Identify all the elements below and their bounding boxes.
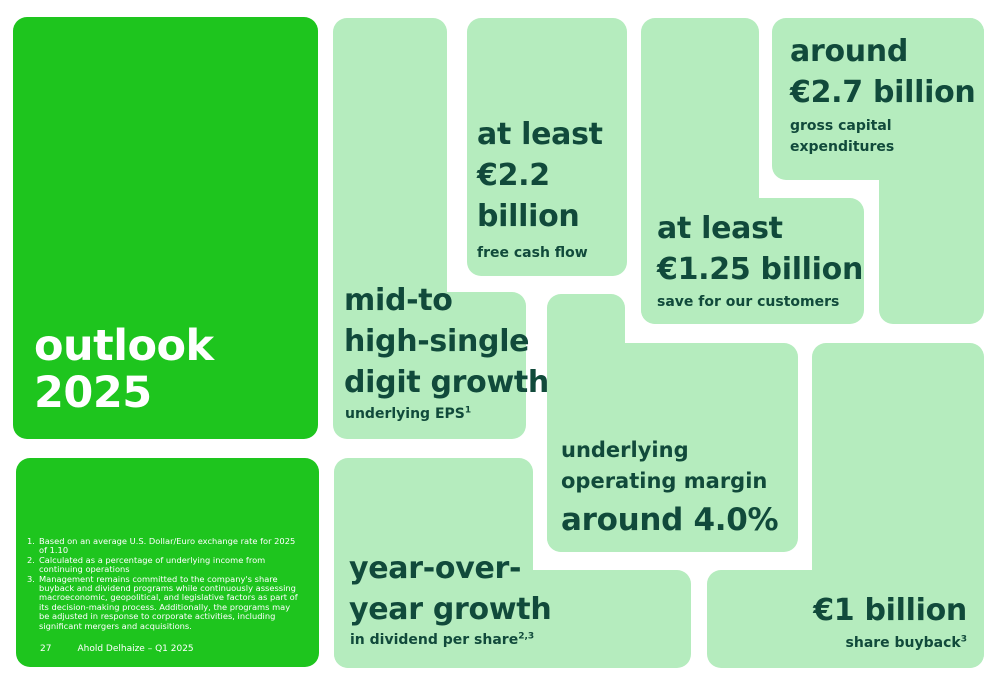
footnote-item: 1. Based on an average U.S. Dollar/Euro exchange rate for 2025 of 1.10 [27,536,296,556]
fcf-headline: at least €2.2 billion [477,117,603,234]
footer-label: Ahold Delhaize – Q1 2025 [77,644,194,654]
save-headline: at least €1.25 billion [657,211,864,287]
page-title [34,323,214,417]
title-line-2: 2025 [34,368,152,418]
margin-value: around 4.0% [561,502,779,538]
eps-headline: mid-to high-single digit growth [344,283,549,400]
buyback-value: €1 billion [813,593,967,628]
dividend-headline: year-over- year growth [349,551,552,627]
title-panel [13,17,318,439]
eps-label: underlying EPS$^1$ [345,405,472,422]
page-number: 27 [40,644,52,654]
footnotes-list [27,537,302,631]
dividend-label: in dividend per share$^{2,3}$ [350,631,535,648]
footnote-item: 3. Management remains committed to the company's share buyback and dividend programs while continuously assessing macroeconomic, geopolitical, and legislative factors as part of its decision-making process. Additionally, the programs may be adjusted in response to corporate activities, including significant mergers and acquisitions. [27,573,298,631]
capex-headline: around €2.7 billion [790,34,976,110]
capex-label: gross capital expenditures [790,118,895,155]
footnote-item: 2. Calculated as a percentage of underlying income from continuing operations [27,554,266,575]
buyback-label: share buyback$^3$ [845,634,967,651]
eps-panel-top [333,18,447,318]
title-line-1: outlook [34,321,214,371]
margin-label: underlying operating margin [561,438,768,493]
fcf-label: free cash flow [477,245,588,261]
save-label: save for our customers [657,294,840,310]
page-footer [40,644,220,654]
